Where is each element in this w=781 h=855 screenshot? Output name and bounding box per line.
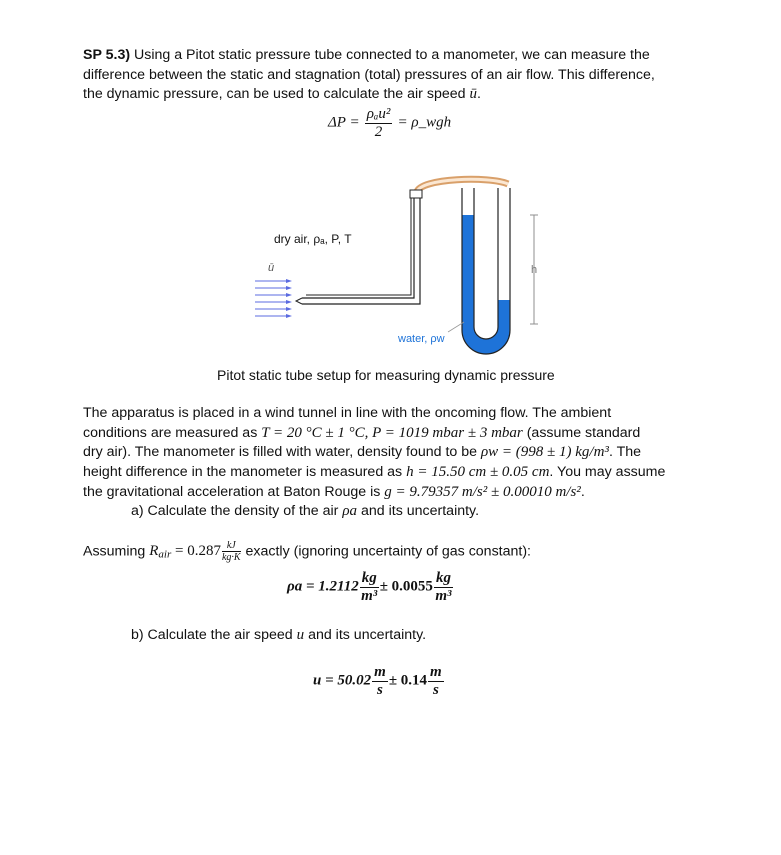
water-density: ρw = (998 ± 1) kg/m³ bbox=[480, 444, 609, 461]
problem-statement bbox=[83, 46, 723, 105]
pitot-nose bbox=[296, 298, 302, 304]
problem-label: SP 5.3) bbox=[83, 47, 131, 63]
manometer-water bbox=[462, 215, 510, 354]
air-speed-answer: u = 50.02 $\frac{m}{s}$ ± 0.14 $\frac{m}{s}$ bbox=[313, 664, 442, 698]
part-a-question: a) Calculate the density of the air ρa and its uncertainty. bbox=[131, 503, 480, 519]
pitot-tube-figure bbox=[250, 170, 550, 360]
conditions-paragraph: The apparatus is placed in a wind tunnel in line with the oncoming flow. The ambient conditions are measured as T = 20 °C ± 1 °C, P = 1019 mbar ± 3 mbar (assume standard dry air). The manometer is filled with water, density found to be ρw = (998 ± 1) kg/m³. The height difference in the manometer is measured as h = 15.50 cm ± 0.05 cm. You may assume the gravitational acceleration at Baton Rouge is g = 9.79357 m/s² ± 0.00010 m/s². bbox=[83, 405, 666, 500]
height-difference: h = 15.50 cm ± 0.05 cm bbox=[406, 464, 550, 481]
dynamic-pressure-equation: ΔP = $\frac{\text{ρₐu²}}{2}$ = ρ_wgh bbox=[328, 106, 452, 140]
velocity-label: ū bbox=[268, 262, 275, 274]
height-label: h bbox=[531, 264, 538, 276]
pitot-outer-wall bbox=[302, 198, 414, 298]
part-b-question: b) Calculate the air speed u and its uncertainty. bbox=[131, 627, 427, 643]
water-label: water, ρw bbox=[398, 333, 445, 345]
flow-arrows bbox=[255, 281, 288, 316]
air-density-answer: ρa = 1.2112 $\frac{kg}{\text{m³}}$ ± 0.0055 $\frac{kg}{\text{m³}}$ bbox=[287, 570, 452, 604]
gas-constant-assumption: Assuming $R_{air} = 0.287$ $\frac{kJ}{kg\cdot K}$ exactly (ignoring uncertainty of gas constant): bbox=[83, 540, 531, 563]
manometer-inner-wall bbox=[474, 188, 498, 339]
gravity-value: g = 9.79357 m/s² ± 0.00010 m/s² bbox=[384, 483, 581, 500]
air-label: dry air, ρₐ, P, T bbox=[274, 232, 352, 246]
equation-fraction: $\frac{\text{ρₐu²}}{2}$ bbox=[366, 106, 391, 140]
problem-intro-line-1: SP 5.3) Using a Pitot static pressure tube connected to a manometer, we can measure the bbox=[83, 47, 650, 63]
ambient-conditions: T = 20 °C ± 1 °C, P = 1019 mbar ± 3 mbar bbox=[261, 424, 523, 441]
problem-intro-line-2: difference between the static and stagnation (total) pressures of an air flow. This difference, bbox=[83, 66, 655, 83]
figure-caption: Pitot static tube setup for measuring dynamic pressure bbox=[217, 367, 555, 383]
problem-intro-line-3: the dynamic pressure, can be used to calculate the air speed ū. bbox=[83, 86, 481, 103]
velocity-symbol: ū bbox=[469, 86, 477, 103]
